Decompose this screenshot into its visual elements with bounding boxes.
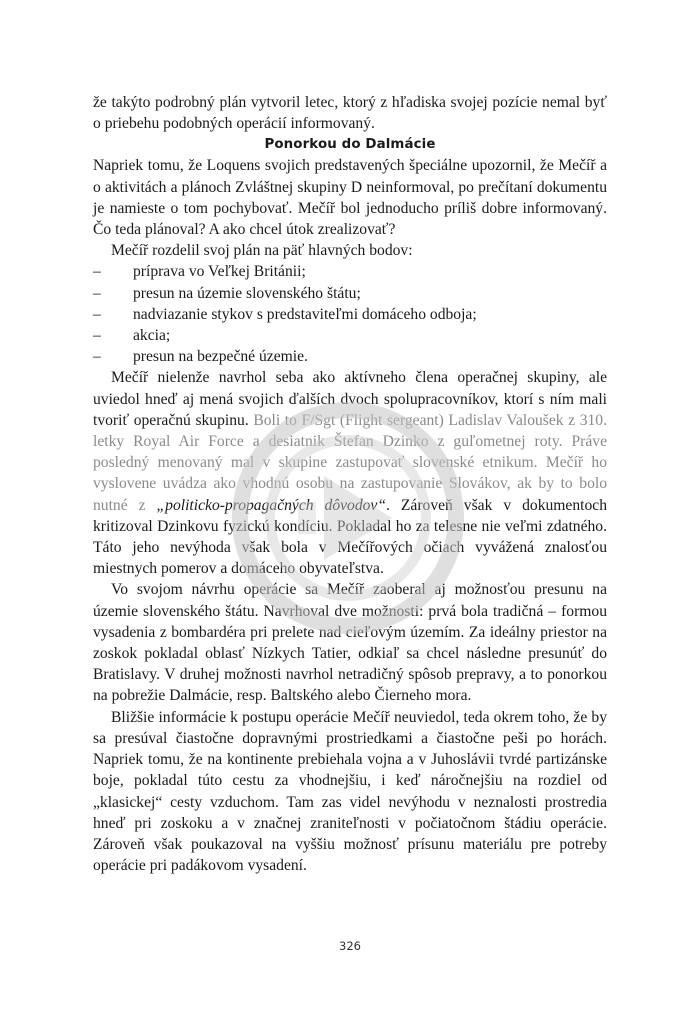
paragraph-3 xyxy=(93,367,607,579)
plan-point: – presun na bezpečné územie. xyxy=(93,346,607,367)
dash-marker: – xyxy=(93,348,101,366)
paragraph-3-part3: . Zároveň však v dokumentoch kritizoval Dzinkovu fyzickú kondíciu. Pokladal ho za telesne nie veľmi zdatného. Táto jeho nevýhoda však bola v Mečířových očiach vyvážená znalosťou miestnych pomerov a domáceho obyvateľstva. xyxy=(93,496,607,578)
quoted-phrase: „politicko-propagačných dôvodov“ xyxy=(156,496,387,514)
dash-marker: – xyxy=(93,327,101,345)
dash-marker: – xyxy=(93,263,101,281)
page-number: 326 xyxy=(339,939,361,953)
section-heading: Ponorkou do Dalmácie xyxy=(264,137,436,153)
intro-paragraph: že takýto podrobný plán vytvoril letec, ktorý z hľadiska svojej pozície nemal byť o priebehu podobných operácií informovaný. xyxy=(93,94,607,133)
paragraph-1: Napriek tomu, že Loquens svojich predstavených špeciálne upozornil, že Mečíř a o aktivitách a plánoch Zvláštnej skupiny D neinformoval, po prečítaní dokumentu je namieste o tom pochybovať. Mečíř bol jednoducho príliš dobre informovaný. Čo teda plánoval? A ako chcel útok zrealizovať? xyxy=(93,157,607,239)
plan-point: – nadviazanie stykov s predstaviteľmi domáceho odboja; xyxy=(93,304,607,325)
plan-points-list xyxy=(93,261,607,367)
paragraph-4: Vo svojom návrhu operácie sa Mečíř zaoberal aj možnosťou presunu na územie slovenského štátu. Navrhoval dve možnosti: prvá bola tradičná – formou vysadenia z bombardéra pri prelete nad cieľovým územím. Za ideálny priestor na zoskok pokladal oblasť Nízkych Tatier, odkiaľ sa chcel následne presunúť do Bratislavy. V druhej možnosti navrhol netradičný spôsob prepravy, a to ponorkou na pobrežie Dalmácie, resp. Baltského alebo Čierneho mora. xyxy=(93,581,607,705)
paragraph-3-faded-part: Boli to F/Sgt (Flight sergeant) Ladislav Valoušek z 310. letky Royal Air Force a desiatnik Štefan Dzinko z guľometnej roty. Práve posledný menovaný mal v skupine zastupovať slovenské etnikum. Mečíř ho vyslovene uvádza ako vhodnú osobu na zastupovanie Slovákov, ak by to bolo nutné z xyxy=(93,411,607,514)
plan-point: – akcia; xyxy=(93,325,607,346)
paragraph-3-part1: Mečíř nielenže navrhol seba ako aktívneho člena operačnej skupiny, ale uviedol hneď aj mená svojich ďalších dvoch spolupracovníkov, ktorí s ním mali tvoriť operačnú skupinu. xyxy=(93,369,607,429)
book-page xyxy=(93,92,607,876)
plan-point: – príprava vo Veľkej Británii; xyxy=(93,261,607,282)
paragraph-2: Mečíř rozdelil svoj plán na päť hlavných bodov: xyxy=(111,242,413,260)
paragraph-5: Bližšie informácie k postupu operácie Mečíř neuviedol, teda okrem toho, že by sa presúval čiastočne dopravnými prostriedkami a čiastočne peši po horách. Napriek tomu, že na kontinente prebiehala vojna a v Juhoslávii tvrdé partizánske boje, pokladal túto cestu za vhodnejšiu, i keď náročnejšiu na rozdiel od „klasickej“ cesty vzduchom. Tam zas videl nevýhodu v neznalosti prostredia hneď pri zoskoku a v značnej zraniteľnosti v počiatočnom štádiu operácie. Zároveň však poukazoval na vyššiu možnosť prísunu materiálu pre potreby operácie pri padákovom vysadení. xyxy=(93,708,607,875)
dash-marker: – xyxy=(93,284,101,302)
plan-point: – presun na územie slovenského štátu; xyxy=(93,283,607,304)
dash-marker: – xyxy=(93,305,101,323)
